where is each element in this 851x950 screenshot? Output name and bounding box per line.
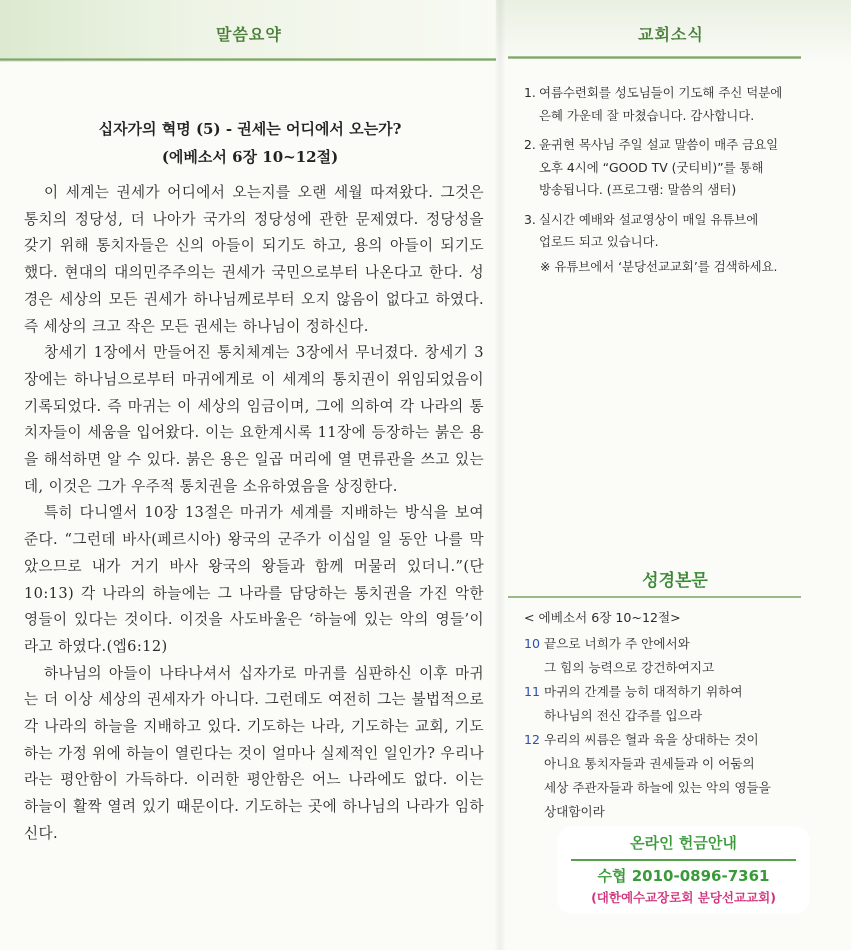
verse bbox=[524, 632, 824, 680]
bible-section-title: 성경본문 bbox=[642, 571, 708, 591]
news-section-title: 교회소식 bbox=[638, 25, 704, 44]
verse-text: 마귀의 간계를 능히 대적하기 위하여 하나님의 전신 갑주를 입으라 bbox=[544, 684, 743, 723]
sermon-scripture: (에베소서 6장 10~12절) bbox=[161, 148, 339, 166]
sermon-body bbox=[24, 180, 484, 848]
right-header-rule bbox=[508, 56, 801, 59]
news-text: 여름수련회를 성도님들이 기도해 주신 덕분에 은혜 가운데 잘 마쳤습니다. 감사합니다. bbox=[539, 85, 783, 123]
offering-title: 온라인 헌금안내 bbox=[630, 834, 737, 852]
news-item bbox=[524, 82, 824, 127]
news-item bbox=[524, 209, 824, 254]
news-text: 윤귀현 목사님 주일 설교 말씀이 매주 금요일 오후 4시에 “GOOD TV (굿티비)”를 통해 방송됩니다. (프로그램: 말씀의 샘터) bbox=[539, 137, 779, 197]
news-list bbox=[524, 82, 824, 278]
offering-divider bbox=[571, 859, 796, 861]
offering-account: 수협 2010-0896-7361 bbox=[597, 867, 770, 885]
verse-number: 10 bbox=[524, 636, 541, 651]
news-number: 3. bbox=[524, 211, 536, 227]
youtube-note: ※ 유튜브에서 ‘분당선교교회’를 검색하세요. bbox=[540, 258, 778, 274]
news-number: 1. bbox=[524, 85, 536, 100]
news-item bbox=[524, 134, 824, 202]
bible-rule bbox=[508, 596, 801, 598]
offering-holder: (대한예수교장로회 분당선교교회) bbox=[591, 890, 776, 905]
left-header-rule bbox=[0, 58, 496, 61]
verse-number: 11 bbox=[524, 684, 541, 699]
sermon-paragraph: 이 세계는 권세가 어디에서 오는지를 오랜 세월 따져왔다. 그것은 통치의 정당성, 더 나아가 국가의 정당성에 관한 문제였다. 정당성을 갖기 위해 통치자들은 신의 아들이 되기도 하고, 용의 아들이 되기도 했다. 현대의 대의민주주의는 권세가 국민으로부터 나온다고 한다. 성경은 세상의 모든 권세가 하나님께로부터 오지 않음이 없다고 하였다. 즉 세상의 크고 작은 모든 권세는 하나님이 정하신다. bbox=[24, 184, 484, 335]
verse bbox=[524, 728, 824, 824]
sermon-title: 십자가의 혁명 (5) - 권세는 어디에서 오는가? bbox=[98, 120, 402, 138]
bible-passage bbox=[524, 606, 824, 824]
verse-text: 우리의 씨름은 혈과 육을 상대하는 것이 아니요 통치자들과 권세들과 이 어둠의 세상 주관자들과 하늘에 있는 악의 영들을 상대함이라 bbox=[544, 732, 771, 819]
news-text: 실시간 예배와 설교영상이 매일 유튜브에 업로드 되고 있습니다. bbox=[539, 211, 759, 249]
sermon-paragraph: 창세기 1장에서 만들어진 통치체계는 3장에서 무너졌다. 창세기 3장에는 하나님으로부터 마귀에게로 이 세계의 통치권이 위임되었음이 기록되었다. 즉 마귀는 이 세상의 임금이며, 그에 의하여 각 나라의 통치자들이 세움을 입어왔다. 이는 요한계시록 11장에 등장하는 붉은 용을 해석하면 알 수 있다. 붉은 용은 일곱 머리에 열 면류관을 쓰고 있는데, 이것은 그가 우주적 통치권을 소유하였음을 상징한다. bbox=[24, 344, 484, 495]
verse bbox=[524, 680, 824, 728]
news-number: 2. bbox=[524, 137, 536, 152]
verse-text: 끝으로 너희가 주 안에서와 그 힘의 능력으로 강건하여지고 bbox=[544, 636, 715, 675]
verse-number: 12 bbox=[524, 732, 541, 747]
page-fold bbox=[494, 0, 506, 950]
offering-box bbox=[557, 826, 810, 914]
sermon-section-title: 말씀요약 bbox=[216, 25, 282, 44]
sermon-paragraph: 특히 다니엘서 10장 13절은 마귀가 세계를 지배하는 방식을 보여준다. “그런데 바사(페르시아) 왕국의 군주가 이십일 일 동안 나를 막았으므로 내가 거기 바사 왕국의 왕들과 함께 머물러 있더니.”(단10:13) 각 나라의 하늘에는 그 나라를 담당하는 통치권을 가진 악한 영들이 있다는 것이다. 이것을 사도바울은 ‘하늘에 있는 악의 영들’이라고 하였다.(엡6:12) bbox=[24, 504, 484, 655]
sermon-paragraph: 하나님의 아들이 나타나셔서 십자가로 마귀를 심판하신 이후 마귀는 더 이상 세상의 권세자가 아니다. 그런데도 여전히 그는 불법적으로 각 나라의 하늘을 지배하고 있다. 기도하는 나라, 기도하는 교회, 기도하는 가정 위에 하늘이 열린다는 것이 얼마나 실제적인 일인가? 우리나라는 평안함이 가득하다. 이러한 평안함은 어느 나라에도 없다. 이는 하늘이 활짝 열려 있기 때문이다. 기도하는 곳에 하나님의 나라가 임하신다. bbox=[24, 664, 484, 842]
bible-reference: < 에베소서 6장 10~12절> bbox=[524, 610, 681, 625]
